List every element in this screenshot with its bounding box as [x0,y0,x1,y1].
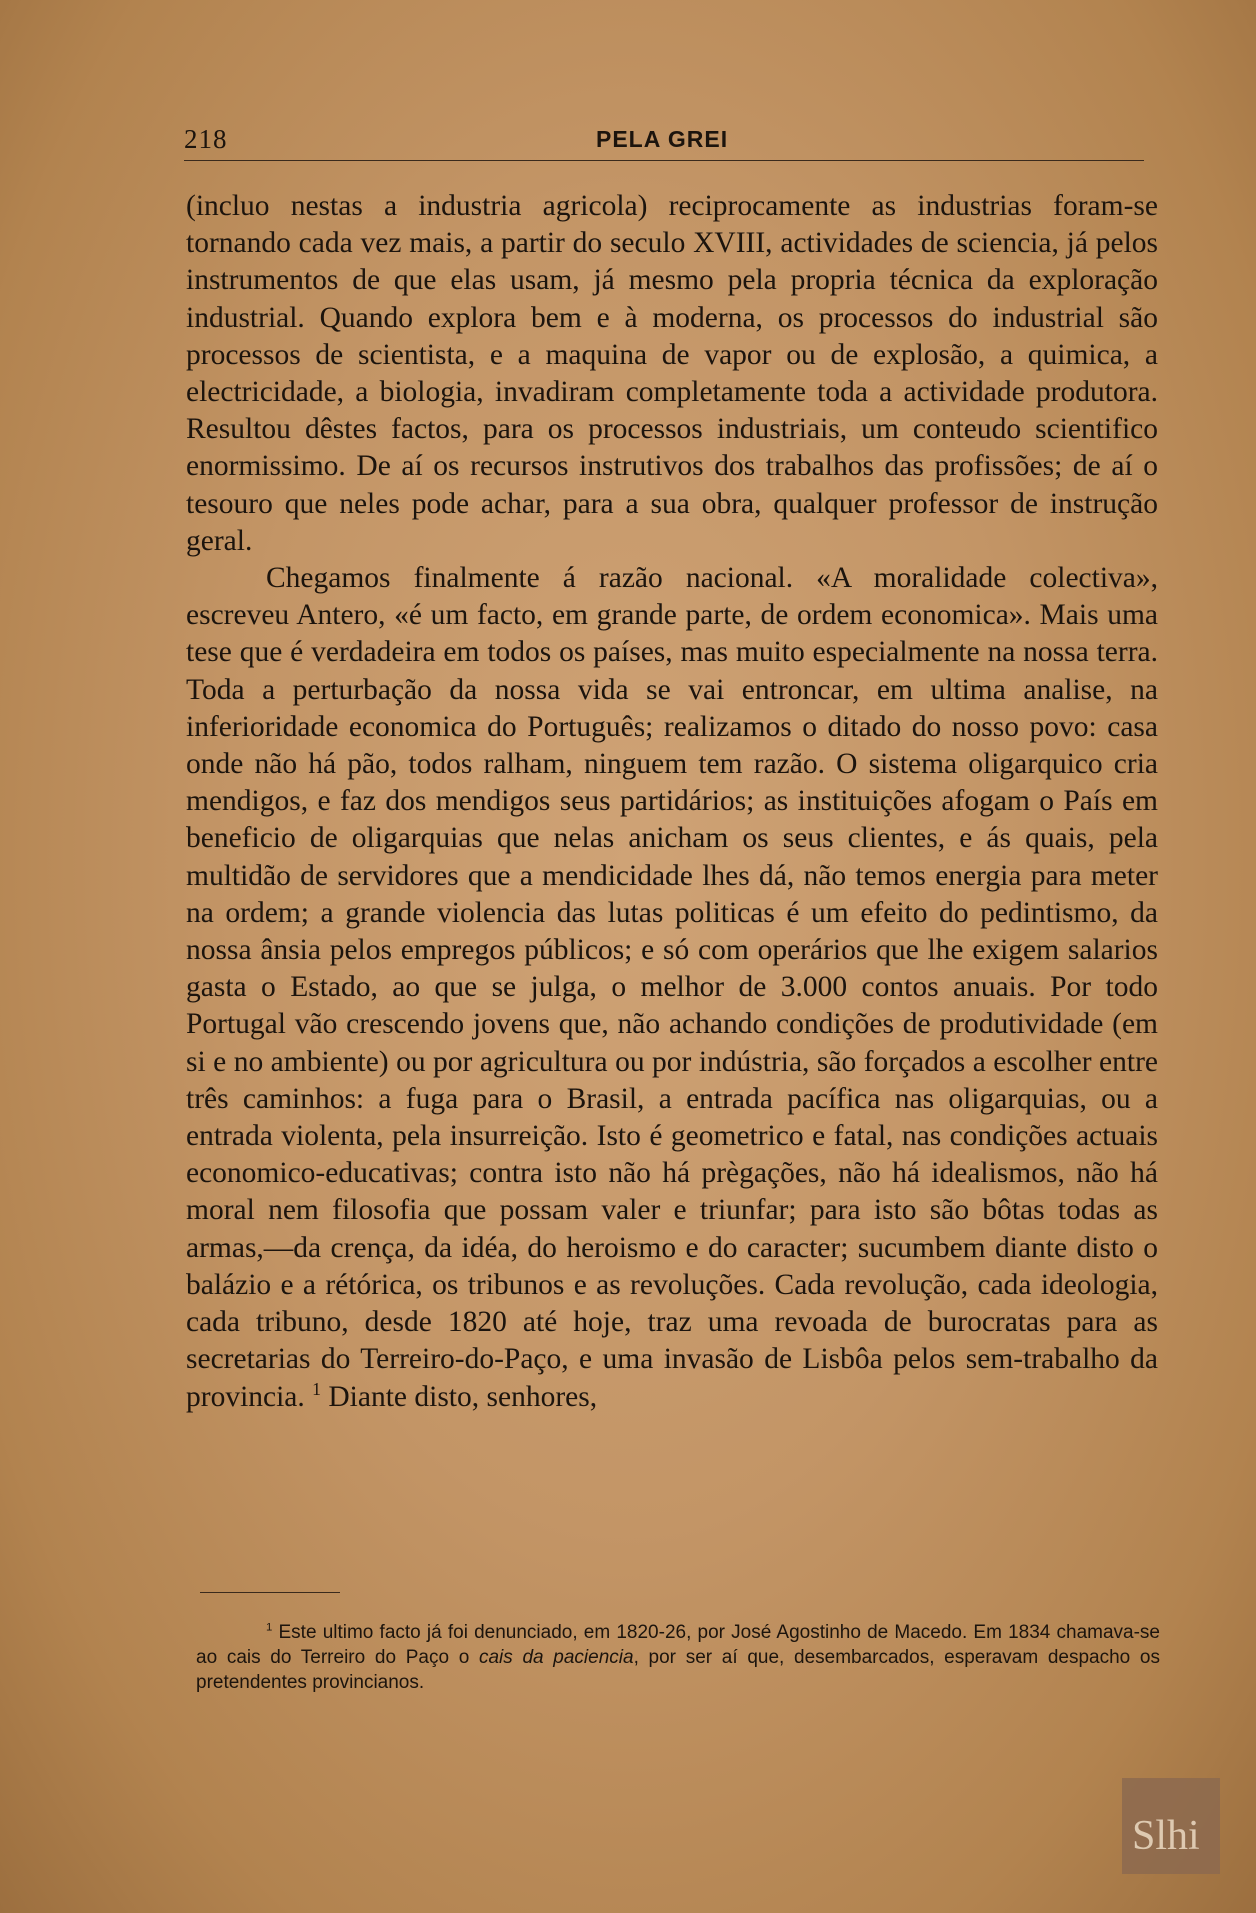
footnote-marker: 1 [266,1621,273,1634]
body-text [186,188,1158,1416]
footnotes [196,1620,1160,1695]
running-head: PELA GREI [596,126,729,152]
paragraph-tail: Diante disto, senhores, [321,1380,598,1413]
footnote-divider [200,1592,340,1593]
paragraph-text: Chegamos finalmente á razão nacional. «A moralidade colectiva», escreveu Antero, «é um facto, em grande parte, de ordem economica». Mais uma tese que é verdadeira em todos os países, mas muito especialmente na nossa terra. Toda a perturbação da nossa vida se vai entroncar, em ultima analise, na inferioridade economica do Português; realizamos o ditado do nosso povo: casa onde não há pão, todos ralham, ninguem tem razão. O sistema oligarquico cria mendigos, e faz dos mendigos seus partidários; as instituições afogam o País em beneficio de oligarquias que nelas anicham os seus clientes, e ás quais, pela multidão de servidores que a mendicidade lhes dá, não temos energia para meter na ordem; a grande violencia das lutas politicas é um efeito do pedintismo, da nossa ânsia pelos empregos públicos; e só com operários que lhe exigem salarios gasta o Estado, ao que se julga, o melhor de 3.000 contos anuais. Por todo Portugal vão crescendo jovens que, não achando condições de produtividade (em si e no ambiente) ou por agricultura ou por indústria, são forçados a escolher entre três caminhos: a fuga para o Brasil, a entrada pacífica nas oligarquias, ou a entrada violenta, pela insurreição. Isto é geometrico e fatal, nas condições actuais economico-educativas; contra isto não há prègações, não há idealismos, não há moral nem filosofia que possam valer e triunfar; para isto são bôtas todas as armas,—da crença, da idéa, do heroismo e do caracter; sucumbem diante disto o balázio e a rétórica, os tribunos e as revoluções. Cada revolução, cada ideologia, cada tribuno, desde 1820 até hoje, traz uma revoada de burocratas para as secretarias do Terreiro-do-Paço, e uma invasão de Lisbôa pelos sem-trabalho da provincia. [186,562,1158,1413]
logo-text: Slhi [1132,1813,1200,1859]
footnote [196,1620,1160,1695]
footnote-text: Este ultimo facto já foi denunciado, em 1820-26, por José Agostinho de Macedo. Em 1834 chamava-se ao cais do Terreiro do Paço o [196,1622,1160,1668]
footnote-text-end: , por ser aí que, desembarcados, esperavam despacho os pretendentes provincianos. [196,1647,1161,1693]
library-logo [1122,1778,1220,1874]
paragraph [186,560,1158,1416]
footnote-reference: 1 [312,1378,321,1399]
paragraph: (incluo nestas a industria agricola) reciprocamente as industrias foram-se tornando cada vez mais, a partir do seculo XVIII, actividades de sciencia, já pelos instrumentos de que elas usam, já mesmo pela propria técnica da exploração industrial. Quando explora bem e à moderna, os processos do industrial são processos de scientista, e a maquina de vapor ou de explosão, a quimica, a electricidade, a biologia, invadiram completamente toda a actividade produtora. Resultou dêstes factos, para os processos industriais, um conteudo scientifico enormissimo. De aí os recursos instrutivos dos trabalhos das profissões; de aí o tesouro que neles pode achar, para a sua obra, qualquer professor de instrução geral. [186,190,1158,557]
footnote-italic: cais da paciencia [478,1647,634,1668]
page-header [184,124,1144,161]
page-number: 218 [184,124,228,154]
